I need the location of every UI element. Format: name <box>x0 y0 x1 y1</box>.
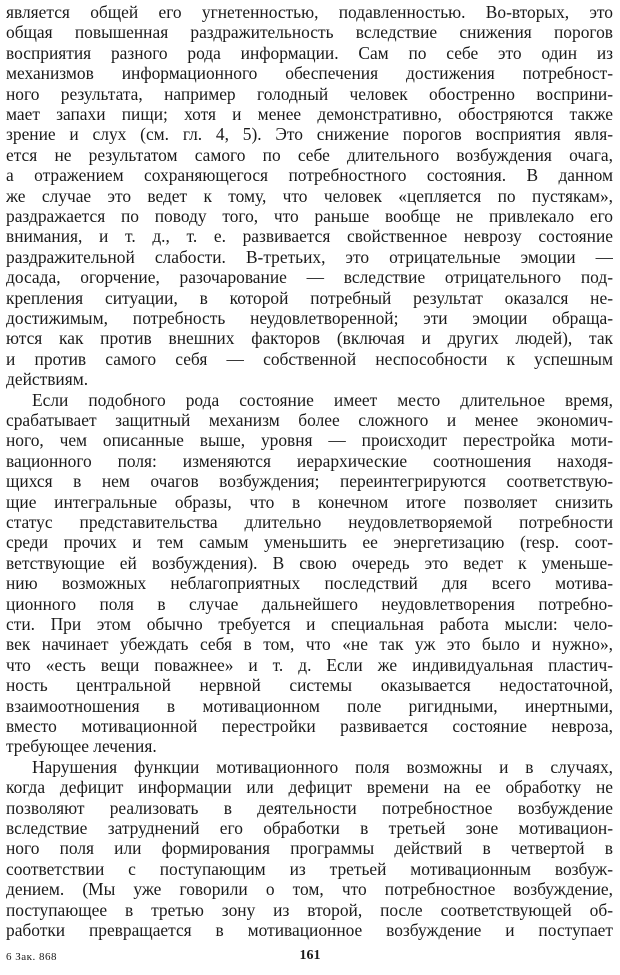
page-footer <box>0 946 620 966</box>
text-line: Нарушения функции мотивационного поля возможны и в случаях, <box>32 756 613 777</box>
text-line: щие интегральные образы, что в конечном итоге позволяет снизить <box>6 491 613 512</box>
text-line: ность центральной нервной системы оказывается недостаточной, <box>6 675 613 696</box>
text-line: работки превращается в мотивационное возбуждение и поступает <box>6 920 613 940</box>
text-line: дением. (Мы уже говорили о том, что потребностное возбуждение, <box>6 879 613 900</box>
text-line: что «есть вещи поважнее» и т. д. Если же индивидуальная пластич- <box>6 654 613 675</box>
text-line: поступающее в третью зону из второй, после соответствующей об- <box>6 899 613 920</box>
text-line: вместо мотивационной перестройки развивается состояние невроза, <box>6 716 613 736</box>
text-line: крепления ситуации, в которой потребный результат оказался не- <box>6 287 613 308</box>
text-line: ционного поля в случае дальнейшего неудовлетворения потребно- <box>6 593 613 614</box>
text-line: ного поля или формирования программы действий в четвертой в <box>6 838 613 859</box>
printer-signature: 6 Зак. 868 <box>6 951 57 963</box>
text-line: ется не результатом самого по себе длительного возбуждения очага, <box>6 144 613 165</box>
text-line: статус представительства длительно неудовлетворяемой потребности <box>6 512 613 532</box>
text-line: внимания, и т. д., т. е. развивается свойственное неврозу состояние <box>6 226 613 247</box>
text-line: раздражительной слабости. В-третьих, это отрицательные эмоции — <box>6 246 613 267</box>
text-line: и против самого себя — собственной неспособности к успешным <box>6 348 613 369</box>
text-line: ветствующие ей возбуждения). В свою очередь это ведет к уменьше- <box>6 552 613 573</box>
text-line: вследствие затруднений его обработки в третьей зоне мотивацион- <box>6 818 613 838</box>
text-line: восприятия разного рода информации. Сам по себе это один из <box>6 42 613 63</box>
text-line: ного, чем описанные выше, уровня — происходит перестройка моти- <box>6 430 613 451</box>
text-line: Если подобного рода состояние имеет место длительное время, <box>32 389 613 410</box>
text-line: досада, огорчение, разочарование — вследствие отрицательного под- <box>6 267 613 288</box>
text-line: сти. При этом обычно требуется и специальная работа мысли: чело- <box>6 614 613 634</box>
text-line: соответствии с поступающим из третьей мотивационным возбуж- <box>6 858 613 879</box>
text-line: взаимоотношения в мотивационном поле ригидными, инертными, <box>6 695 613 716</box>
text-line: ются как против внешних факторов (включая и других людей), так <box>6 328 613 349</box>
page-number: 161 <box>299 948 321 963</box>
text-line: когда дефицит информации или дефицит времени на ее обработку не <box>6 777 613 798</box>
text-line: щихся в нем очагов возбуждения; переинтегрируются соответствую- <box>6 471 613 492</box>
text-line: нию возможных неблагоприятных последствий для всего мотива- <box>6 573 613 594</box>
text-line: среди прочих и тем самым уменьшить ее энергетизацию (resp. соот- <box>6 532 613 553</box>
text-line: требующее лечения. <box>6 736 157 757</box>
text-line: же случае это ведет к тому, что человек «цепляется по пустякам», <box>6 185 613 206</box>
text-line: век начинает убеждать себя в том, что «не так уж это было и нужно», <box>6 634 613 655</box>
text-line: ного результата, например голодный человек обостренно восприни- <box>6 83 613 104</box>
text-line: а отражением сохраняющегося потребностного состояния. В данном <box>6 165 613 186</box>
text-line: раздражается по поводу того, что раньше вообще не привлекало его <box>6 206 613 226</box>
text-line: действиям. <box>6 369 89 390</box>
text-line: механизмов информационного обеспечения достижения потребност- <box>6 63 613 84</box>
text-line: позволяют реализовать в деятельности потребностное возбуждение <box>6 797 613 818</box>
text-line: мает запахи пищи; хотя и менее демонстративно, обостряются также <box>6 104 613 124</box>
text-line: срабатывает защитный механизм более сложного и менее экономич- <box>6 410 613 430</box>
text-line: достижимым, потребность неудовлетворенной; эти эмоции обраща- <box>6 308 613 328</box>
text-line: является общей его угнетенностью, подавленностью. Во-вторых, это <box>6 2 613 22</box>
text-line: зрение и слух (см. гл. 4, 5). Это снижение порогов восприятия явля- <box>6 124 613 145</box>
text-line: общая повышенная раздражительность вследствие снижения порогов <box>6 22 613 43</box>
text-line: вационного поля: изменяются иерархические соотношения находя- <box>6 450 613 471</box>
